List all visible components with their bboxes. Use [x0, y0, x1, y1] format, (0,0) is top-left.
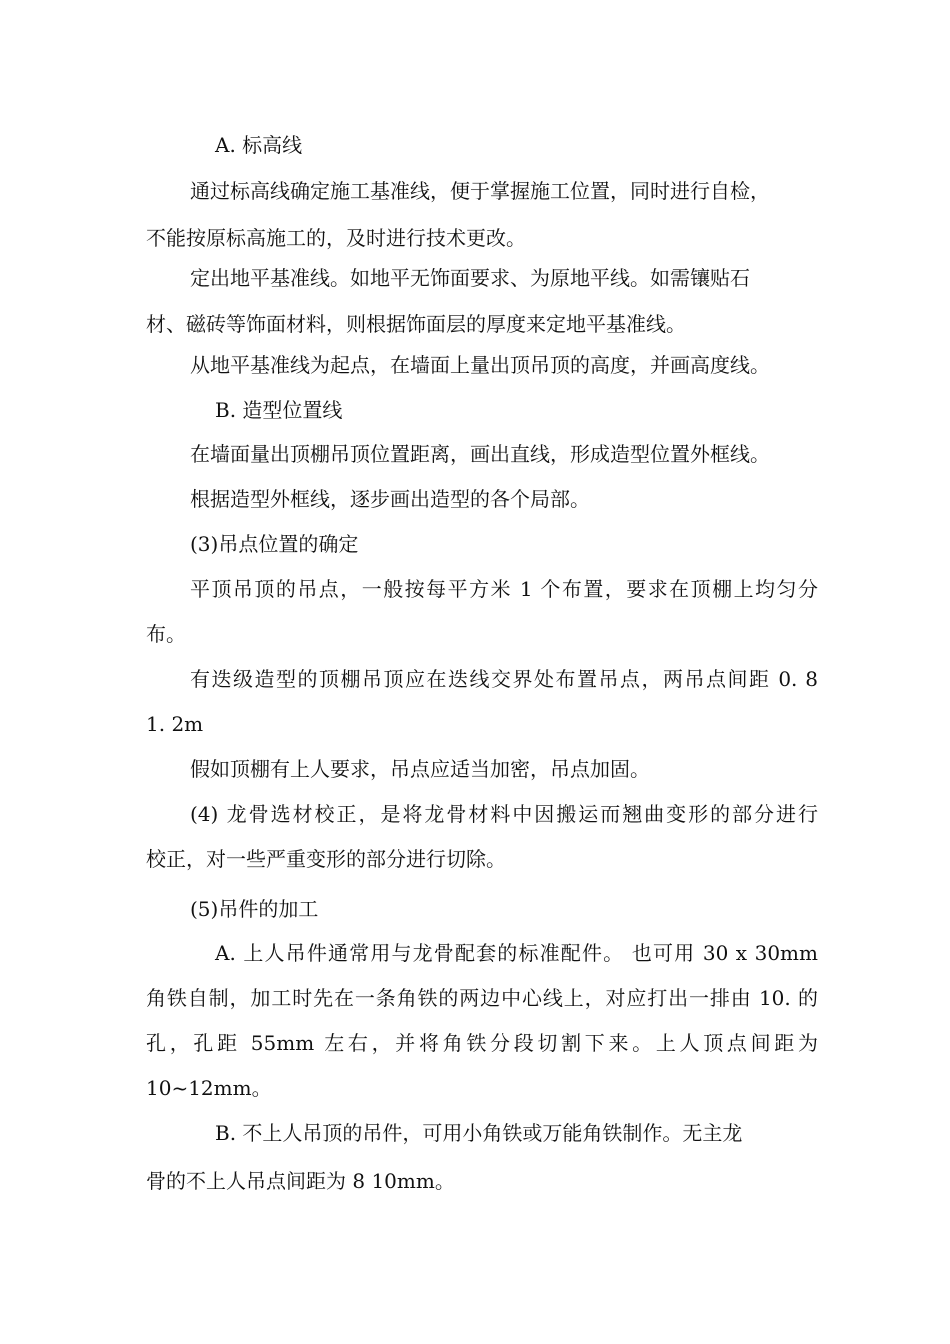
paragraph-line: 假如顶棚有上人要求，吊点应适当加密，吊点加固。 [190, 757, 650, 781]
paragraph-line: 通过标高线确定施工基准线，便于掌握施工位置，同时进行自检， [190, 179, 770, 203]
paragraph-line: B. 不上人吊顶的吊件，可用小角铁或万能角铁制作。无主龙 [215, 1121, 743, 1145]
paragraph-line: A. 上人吊件通常用与龙骨配套的标准配件。 也可用 30 x 30mm [215, 941, 818, 965]
paragraph-line: 从地平基准线为起点，在墙面上量出顶吊顶的高度，并画高度线。 [190, 353, 770, 377]
paragraph-line: 布。 [146, 622, 186, 646]
section-heading-4: (4) 龙骨选材校正，是将龙骨材料中因搬运而翘曲变形的部分进行 [190, 802, 818, 826]
heading-b-shape-position-line: B. 造型位置线 [215, 398, 343, 422]
paragraph-line: 角铁自制，加工时先在一条角铁的两边中心线上，对应打出一排由 10. 的 [146, 986, 818, 1010]
section-heading-3: (3)吊点位置的确定 [190, 532, 359, 556]
paragraph-line: 孔，孔距 55mm 左右，并将角铁分段切割下来。上人顶点间距为 [146, 1031, 818, 1055]
paragraph-line: 在墙面量出顶棚吊顶位置距离，画出直线，形成造型位置外框线。 [190, 442, 770, 466]
paragraph-line: 平顶吊顶的吊点，一般按每平方米 1 个布置，要求在顶棚上均匀分 [190, 577, 818, 601]
paragraph-line: 定出地平基准线。如地平无饰面要求、为原地平线。如需镶贴石 [190, 266, 750, 290]
paragraph-line: 1. 2m [146, 712, 204, 736]
paragraph-line: 不能按原标高施工的，及时进行技术更改。 [146, 226, 526, 250]
paragraph-line: 根据造型外框线，逐步画出造型的各个局部。 [190, 487, 590, 511]
paragraph-line: 10~12mm。 [146, 1076, 272, 1100]
paragraph-line: 有迭级造型的顶棚吊顶应在迭线交界处布置吊点，两吊点间距 0. 8 [190, 667, 818, 691]
heading-a-elevation-line: A. 标高线 [215, 133, 303, 157]
paragraph-line: 校正，对一些严重变形的部分进行切除。 [146, 847, 506, 871]
section-heading-5: (5)吊件的加工 [190, 897, 319, 921]
paragraph-line: 材、磁砖等饰面材料，则根据饰面层的厚度来定地平基准线。 [146, 312, 686, 336]
paragraph-line: 骨的不上人吊点间距为 8 10mm。 [146, 1169, 455, 1193]
